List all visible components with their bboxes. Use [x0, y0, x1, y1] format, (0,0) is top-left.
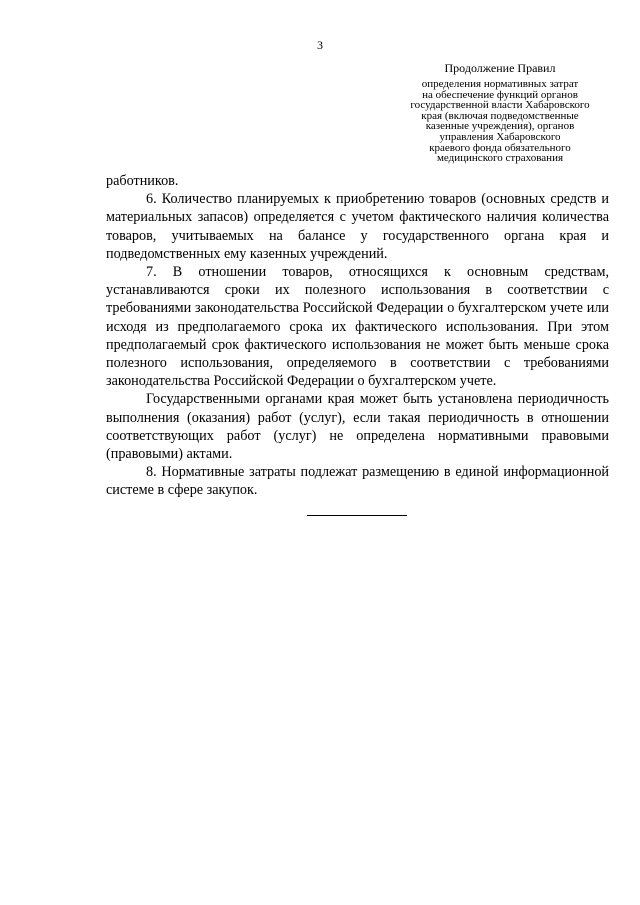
header-line: казенные учреждения), органов	[425, 120, 575, 133]
paragraph-periodicity: Государственными органами края может быть установлена периодичность выполнения (оказания) работ (услуг), если такая периодичность в отношении соответствующих работ (услуг) не определена нормативными правовыми (правовыми) актами.	[106, 391, 609, 463]
paragraph-item-8: 8. Нормативные затраты подлежат размещению в единой информационной системе в сфере закупок.	[106, 464, 609, 499]
header-line: края (включая подведомственные	[421, 109, 579, 122]
header-line: медицинского страхования	[436, 152, 564, 165]
end-separator-line	[307, 515, 407, 516]
continuation-label: Продолжение Правил	[444, 61, 556, 75]
paragraph-continuation: работников.	[106, 173, 179, 189]
header-line: государственной власти Хабаровского	[410, 99, 590, 112]
document-header	[395, 62, 605, 164]
document-body	[106, 172, 609, 500]
paragraph-item-7: 7. В отношении товаров, относящихся к основным средствам, устанавливаются сроки их полезного использования в соответствии с требованиями законодательства Российской Федерации о бухгалтерском учете или исходя из предполагаемого срока их фактического использования. При этом предполагаемый срок фактического использования не может быть меньше срока полезного использования, определяемого в соответствии с требованиями законодательства Российской Федерации о бухгалтерском учете.	[106, 264, 609, 390]
header-line: управления Хабаровского	[439, 130, 561, 143]
paragraph-item-6: 6. Количество планируемых к приобретению товаров (основных средств и материальных запасов) определяется с учетом фактического наличия количества товаров, учитываемых на балансе у государственного органа края и подведомственных ему казенных учреждений.	[106, 191, 609, 262]
header-line: краевого фонда обязательного	[429, 141, 571, 154]
header-line: на обеспечение функций органов	[422, 88, 578, 101]
page-number: 3	[317, 38, 323, 52]
header-line: определения нормативных затрат	[421, 78, 579, 90]
